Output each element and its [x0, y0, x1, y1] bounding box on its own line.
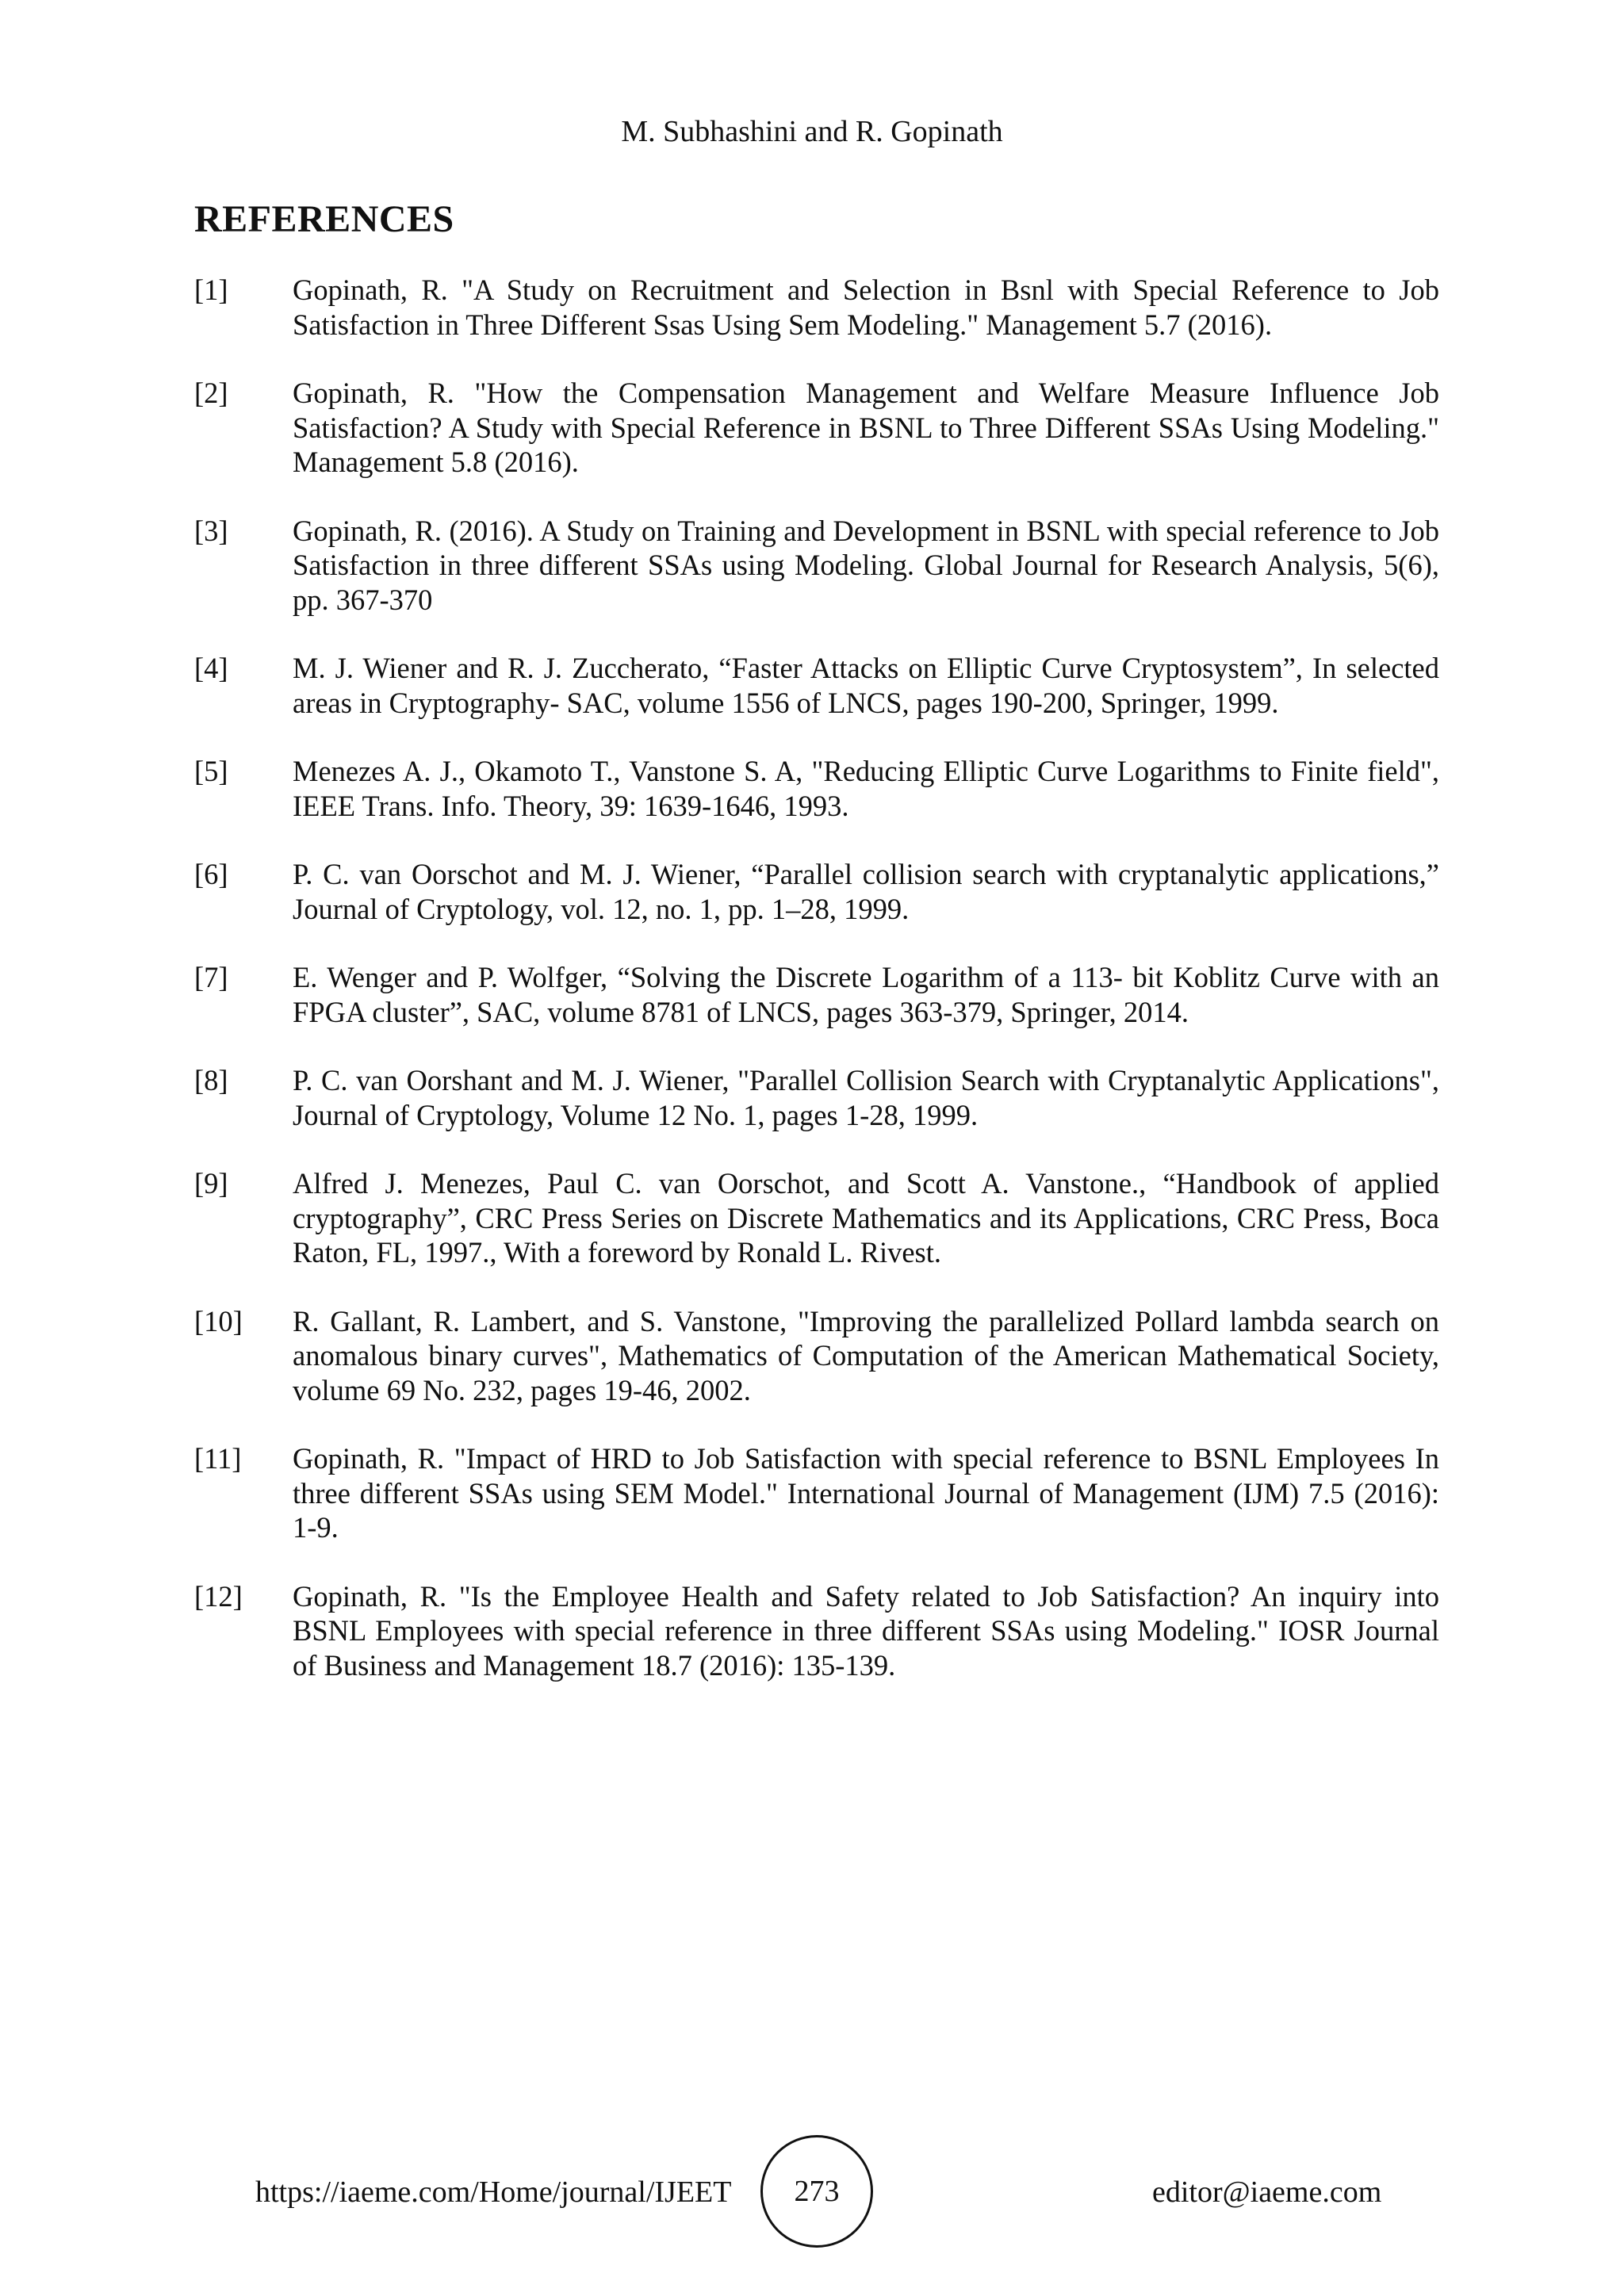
- reference-item: [194, 754, 1439, 823]
- reference-text: M. J. Wiener and R. J. Zuccherato, “Faster Attacks on Elliptic Curve Cryptosystem”, In selected areas in Cryptography- SAC, volume 1556 of LNCS, pages 190-200, Springer, 1999.: [293, 652, 1439, 719]
- reference-text: Gopinath, R. "A Study on Recruitment and Selection in Bsnl with Special Reference to Job Satisfaction in Three Different Ssas Using Sem Modeling." Management 5.7 (2016).: [293, 274, 1439, 341]
- reference-text: Gopinath, R. "How the Compensation Management and Welfare Measure Influence Job Satisfaction? A Study with Special Reference in BSNL to Three Different SSAs Using Modeling." Management 5.8 (2016).: [293, 377, 1439, 478]
- reference-number: [12]: [194, 1579, 243, 1613]
- reference-number: [1]: [194, 274, 228, 306]
- reference-text: Gopinath, R. "Is the Employee Health and Safety related to Job Satisfaction? An inquiry into BSNL Employees with special reference in three different SSAs using Modeling." IOSR Journal of Business and Management 18.7 (2016): 135-139.: [293, 1579, 1439, 1682]
- reference-number: [3]: [194, 514, 228, 547]
- reference-text: Menezes A. J., Okamoto T., Vanstone S. A, "Reducing Elliptic Curve Logarithms to Finite field", IEEE Trans. Info. Theory, 39: 1639-1646, 1993.: [293, 755, 1439, 822]
- reference-text: Alfred J. Menezes, Paul C. van Oorschot, and Scott A. Vanstone., “Handbook of applied cryptography”, CRC Press Series on Discrete Mathematics and its Applications, CRC Press, Boca Raton, FL, 1997., With a foreword by Ronald L. Rivest.: [293, 1167, 1439, 1269]
- reference-number: [11]: [194, 1442, 242, 1475]
- reference-item: [194, 857, 1439, 926]
- reference-number: [7]: [194, 961, 228, 993]
- reference-item: [194, 376, 1439, 480]
- reference-list: [194, 273, 1439, 1716]
- reference-text: P. C. van Oorshant and M. J. Wiener, "Parallel Collision Search with Cryptanalytic Applications", Journal of Cryptology, Volume 12 No. 1, pages 1-28, 1999.: [293, 1064, 1439, 1131]
- reference-item: [194, 514, 1439, 618]
- reference-number: [2]: [194, 377, 228, 409]
- reference-text: P. C. van Oorschot and M. J. Wiener, “Parallel collision search with cryptanalytic applications,” Journal of Cryptology, vol. 12, no. 1, pp. 1–28, 1999.: [293, 858, 1439, 925]
- reference-number: [9]: [194, 1167, 228, 1200]
- section-title: REFERENCES: [194, 198, 454, 240]
- footer-journal-url: https://iaeme.com/Home/journal/IJEET: [255, 2175, 732, 2209]
- reference-number: [8]: [194, 1064, 228, 1096]
- page-number-circle: [760, 2135, 873, 2248]
- reference-number: [4]: [194, 652, 228, 684]
- running-header-authors: M. Subhashini and R. Gopinath: [621, 115, 1003, 148]
- reference-number: [5]: [194, 755, 228, 787]
- reference-item: [194, 1304, 1439, 1408]
- reference-item: [194, 1063, 1439, 1132]
- footer-email: editor@iaeme.com: [1152, 2175, 1382, 2209]
- reference-text: Gopinath, R. "Impact of HRD to Job Satisfaction with special reference to BSNL Employees In three different SSAs using SEM Model." International Journal of Management (IJM) 7.5 (2016): 1-9.: [293, 1442, 1439, 1544]
- reference-item: [194, 1441, 1439, 1545]
- reference-number: [10]: [194, 1304, 243, 1337]
- reference-item: [194, 1166, 1439, 1270]
- reference-item: [194, 960, 1439, 1029]
- reference-text: Gopinath, R. (2016). A Study on Training and Development in BSNL with special reference to Job Satisfaction in three different SSAs using Modeling. Global Journal for Research Analysis, 5(6), pp. 367-370: [293, 514, 1439, 616]
- page-number: 273: [794, 2175, 840, 2208]
- reference-number: [6]: [194, 858, 228, 890]
- reference-text: E. Wenger and P. Wolfger, “Solving the Discrete Logarithm of a 113- bit Koblitz Curve with an FPGA cluster”, SAC, volume 8781 of LNCS, pages 363-379, Springer, 2014.: [293, 961, 1439, 1028]
- reference-item: [194, 273, 1439, 342]
- reference-text: R. Gallant, R. Lambert, and S. Vanstone, "Improving the parallelized Pollard lambda search on anomalous binary curves", Mathematics of Computation of the American Mathematical Society, volume 69 No. 232, pages 19-46, 2002.: [293, 1304, 1439, 1406]
- reference-item: [194, 1579, 1439, 1683]
- reference-item: [194, 651, 1439, 720]
